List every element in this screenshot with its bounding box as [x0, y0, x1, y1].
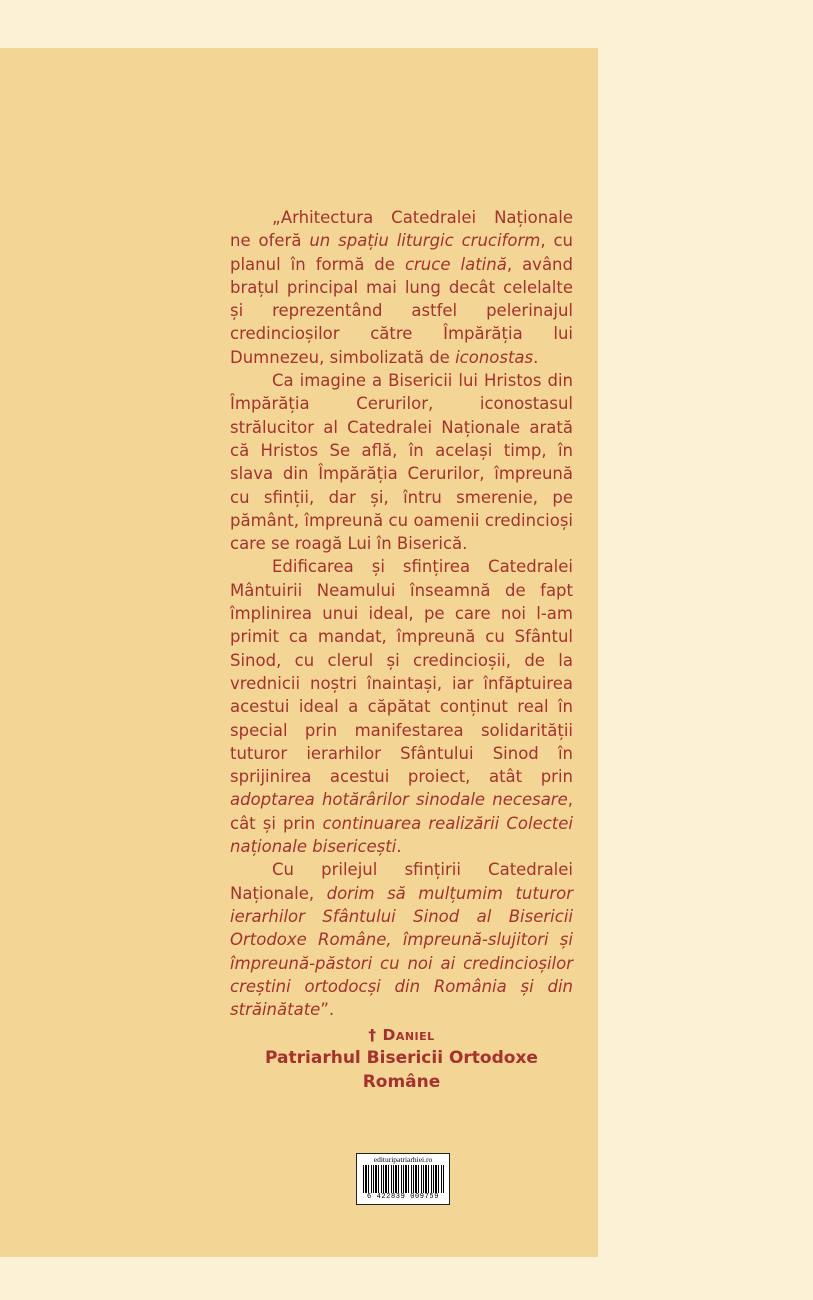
paragraph-2: Ca imagine a Bisericii lui Hristos din Împărăția Cerurilor, iconostasul strălucitor al Catedralei Naționale arată că Hristos Se află, în același timp, în slava din Împărăția Cerurilor, împreună cu sfinții, dar și, întru smerenie, pe pământ, împreună cu oamenii credincioși care se roagă Lui în Biserică.: [230, 371, 573, 554]
p3-text-a: Edificarea și sfințirea Catedralei Mântuirii Neamului înseamnă de fapt împlinirea unui ideal, pe care noi l-am primit ca mandat, împreună cu Sfântul Sinod, cu clerul și credincioșii, de la vrednicii noștri înaintași, iar înfăptuirea acestui ideal a căpătat conținut real în special prin manifestarea solidarității tuturor ierarhilor Sfântului Sinod în sprijinirea acestui proiect, atât prin: [230, 557, 573, 787]
paragraph-4: [230, 858, 573, 1021]
barcode-url: edituripatriarhiei.ro: [373, 1155, 433, 1164]
cross-symbol: †: [368, 1026, 377, 1044]
signature-name: Daniel: [382, 1026, 435, 1044]
p4-text-c: ”.: [320, 1000, 335, 1020]
signature-name-line: [230, 1024, 573, 1046]
p1-text-c: , cu planul în formă de: [230, 231, 573, 274]
paragraph-3: [230, 555, 573, 858]
p4-text-a: Cu prilejul sfințirii Catedralei Naționale,: [230, 860, 573, 903]
barcode-number: 6 422839 009759: [366, 1193, 439, 1201]
p1-emphasis-d: cruce latină: [404, 254, 507, 274]
barcode: [356, 1153, 450, 1205]
p3-text-e: .: [396, 837, 402, 857]
quote-text: [230, 206, 573, 1021]
barcode-bars: [363, 1165, 445, 1193]
p1-text-e: , având brațul principal mai lung decât celelalte și reprezentând astfel pelerinajul credincioșilor către Împărăția lui Dumnezeu, simbolizată de: [230, 254, 573, 367]
p3-emphasis-b: adoptarea hotărârilor sinodale necesare: [230, 790, 568, 810]
p1-emphasis-b: un spațiu liturgic cruciform: [309, 231, 541, 251]
p4-emphasis-b: dorim să mulțumim tuturor ierarhilor Sfântului Sinod al Bisericii Ortodoxe Române, împreună-slujitori și împreună-păstori cu noi ai credincioșilor creștini ortodocși din România și din străinătate: [230, 883, 573, 1020]
p3-emphasis-d: continuarea realizării Colectei naționale bisericești: [230, 813, 574, 857]
signature: [230, 1024, 573, 1094]
p3-text-c: , cât și prin: [230, 790, 573, 833]
paragraph-1: [230, 206, 573, 369]
p1-text-g: .: [533, 347, 539, 367]
signature-title: Patriarhul Bisericii Ortodoxe Române: [265, 1048, 538, 1092]
p1-emphasis-f: iconostas: [455, 347, 534, 367]
p1-text-a: „Arhitectura Catedralei Naționale ne oferă: [230, 208, 573, 251]
